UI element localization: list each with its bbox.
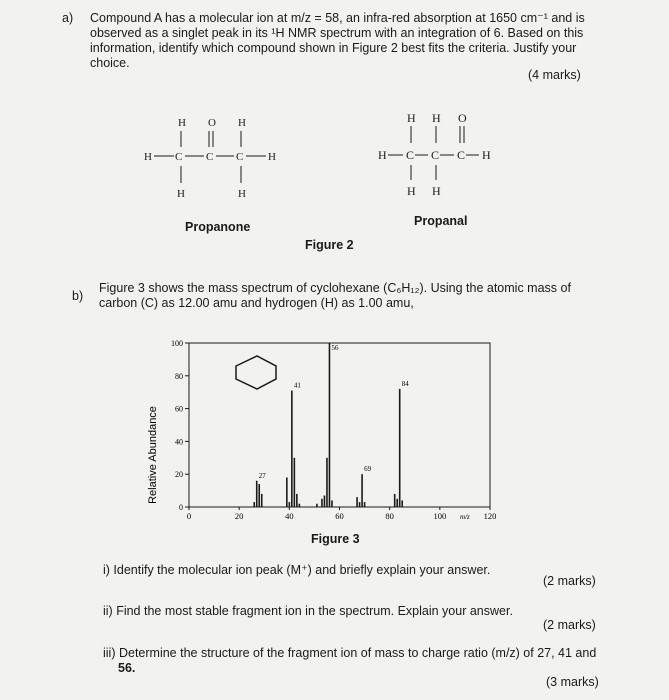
x-tick-label: 0 bbox=[186, 511, 192, 521]
svg-text:H: H bbox=[378, 148, 387, 162]
svg-text:C: C bbox=[175, 151, 183, 163]
svg-text:C: C bbox=[406, 148, 415, 162]
x-tick-label: 80 bbox=[385, 511, 394, 521]
svg-text:H: H bbox=[177, 188, 185, 200]
x-tick-label: 20 bbox=[234, 511, 244, 521]
svg-text:H: H bbox=[238, 188, 246, 200]
part-a-line4: choice. bbox=[90, 56, 130, 70]
x-tick-label: 40 bbox=[285, 511, 294, 521]
peak-label: 56 bbox=[331, 344, 339, 352]
x-tick-label: 120 bbox=[483, 511, 497, 521]
part-a-line2: observed as a singlet peak in its ¹H NMR spectrum with an integration of 6. Based on this bbox=[90, 26, 584, 40]
plot-frame bbox=[189, 343, 490, 507]
question-iii-text2: 56. bbox=[118, 661, 136, 675]
question-iii-marks: (3 marks) bbox=[546, 675, 599, 689]
svg-text:O: O bbox=[458, 111, 467, 125]
svg-text:C: C bbox=[431, 148, 440, 162]
x-tick-label: 100 bbox=[433, 511, 447, 521]
svg-text:H: H bbox=[432, 111, 441, 125]
y-tick-label: 80 bbox=[175, 371, 183, 381]
atom-H: H bbox=[238, 117, 246, 129]
part-a-line1: Compound A has a molecular ion at m/z = 58, an infra-red absorption at 1650 cm⁻¹ and is bbox=[90, 11, 585, 25]
part-b-line2: carbon (C) as 12.00 amu and hydrogen (H) as 1.00 amu, bbox=[99, 296, 414, 310]
svg-text:H: H bbox=[268, 151, 276, 163]
propanal-structure bbox=[378, 111, 491, 198]
y-tick-label: 60 bbox=[175, 404, 183, 414]
svg-text:C: C bbox=[206, 151, 214, 163]
propanone-structure bbox=[144, 117, 276, 200]
propanal-name: Propanal bbox=[414, 214, 468, 228]
part-b-label: b) bbox=[72, 289, 84, 303]
peak-label: 69 bbox=[364, 465, 372, 474]
atom-O: O bbox=[208, 117, 216, 129]
part-b-text bbox=[99, 281, 659, 311]
question-ii-marks: (2 marks) bbox=[543, 618, 596, 632]
svg-text:H: H bbox=[432, 184, 441, 198]
part-a-marks: (4 marks) bbox=[528, 68, 581, 82]
peak-label: 41 bbox=[293, 381, 301, 390]
x-tick-label: 60 bbox=[335, 511, 344, 521]
question-i-text: i) Identify the molecular ion peak (M⁺) and briefly explain your answer. bbox=[103, 563, 491, 577]
question-iii-text: iii) Determine the structure of the fragment ion of mass to charge ratio (m/z) of 27, 41 and bbox=[103, 646, 597, 660]
part-b-line1: Figure 3 shows the mass spectrum of cyclohexane (C₆H₁₂). Using the atomic mass of bbox=[99, 281, 571, 295]
atom-H: H bbox=[178, 117, 186, 129]
question-ii-text: ii) Find the most stable fragment ion in the spectrum. Explain your answer. bbox=[103, 604, 513, 618]
svg-text:C: C bbox=[457, 148, 466, 162]
y-tick-label: 40 bbox=[175, 437, 183, 447]
svg-text:H: H bbox=[407, 111, 416, 125]
svg-text:H: H bbox=[482, 148, 491, 162]
svg-text:H: H bbox=[144, 151, 152, 163]
chart-labels bbox=[259, 344, 409, 480]
figure2-structures bbox=[130, 105, 550, 225]
part-a-text bbox=[90, 11, 660, 71]
figure3-caption: Figure 3 bbox=[311, 532, 360, 546]
mass-spectrum-chart bbox=[140, 335, 520, 525]
x-axis-label: m/z bbox=[460, 513, 470, 521]
peak-label: 84 bbox=[401, 379, 409, 388]
part-a-label: a) bbox=[62, 11, 74, 25]
y-axis-label: Relative Abundance bbox=[147, 406, 159, 504]
part-a-line3: information, identify which compound shown in Figure 2 best fits the criteria. Justify your bbox=[90, 41, 577, 55]
figure2-caption: Figure 2 bbox=[305, 238, 354, 252]
y-tick-label: 100 bbox=[171, 339, 183, 348]
svg-text:C: C bbox=[236, 151, 244, 163]
propanone-name: Propanone bbox=[185, 220, 251, 234]
question-i-marks: (2 marks) bbox=[543, 574, 596, 588]
cyclohexane-icon bbox=[236, 356, 276, 389]
y-tick-label: 0 bbox=[179, 503, 183, 512]
chart-axes bbox=[171, 339, 496, 521]
y-tick-label: 20 bbox=[175, 470, 183, 480]
svg-text:H: H bbox=[407, 184, 416, 198]
peak-label: 27 bbox=[258, 471, 266, 480]
